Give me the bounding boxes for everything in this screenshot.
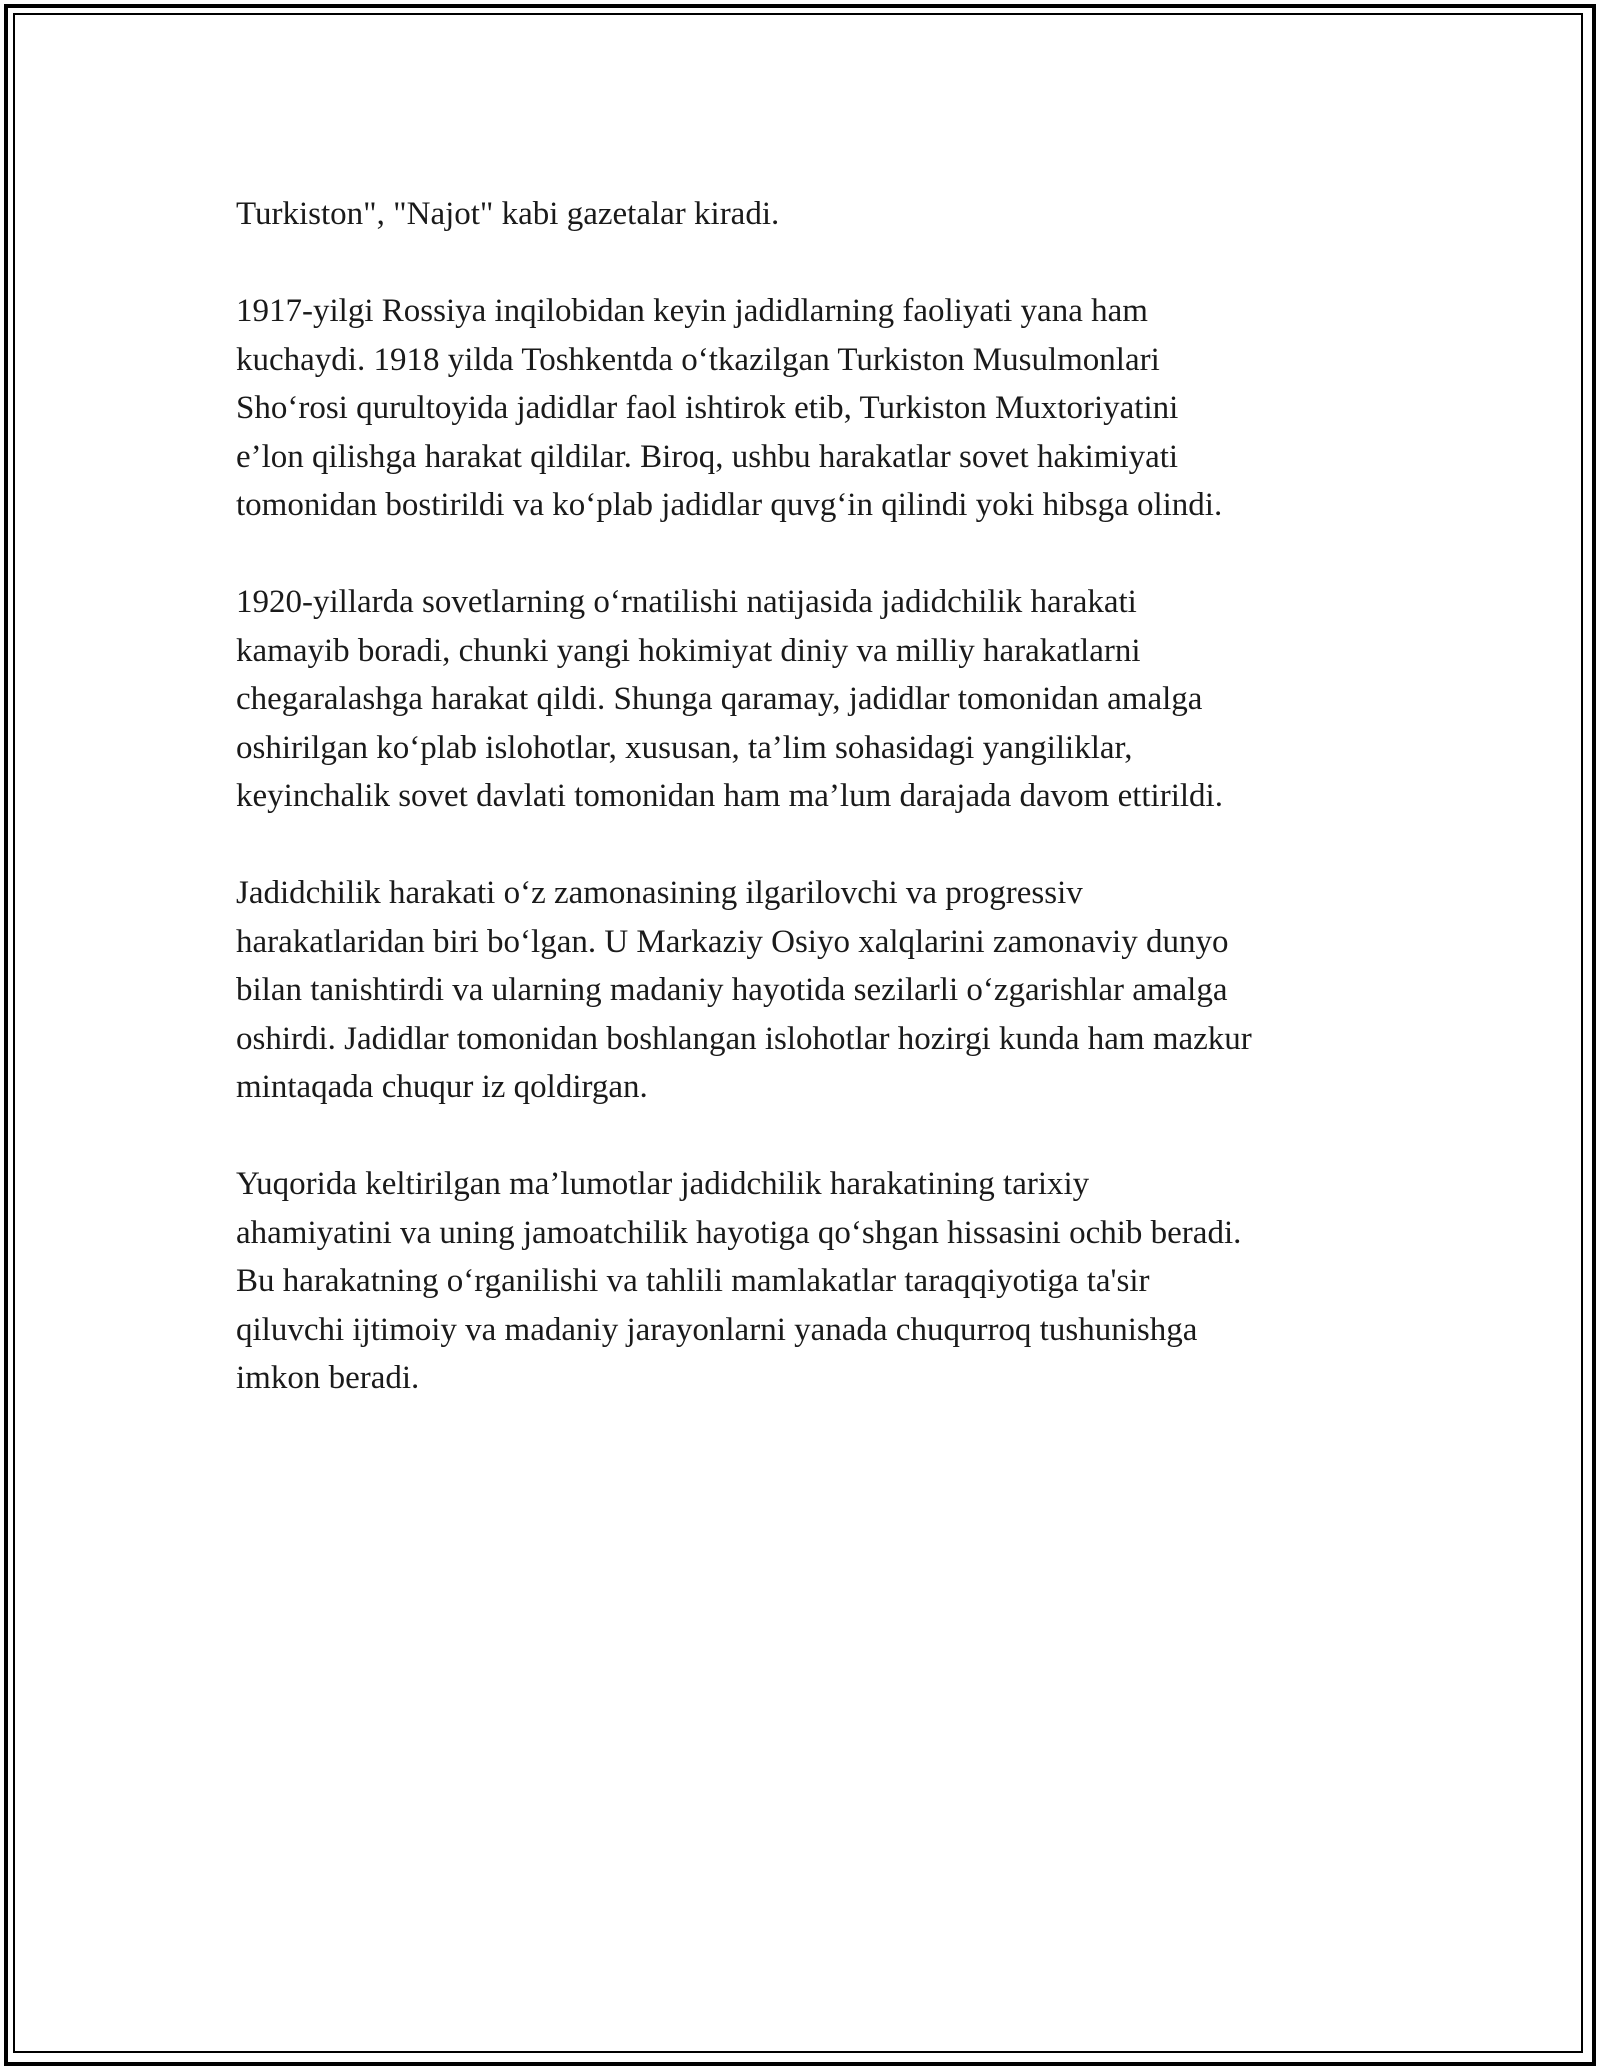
text-line: oshirilgan ko‘plab islohotlar, xususan, ta’lim sohasidagi yangiliklar, [236,729,1133,766]
text-line: tomonidan bostirildi va ko‘plab jadidlar quvg‘in qilindi yoki hibsga olindi. [236,487,1223,523]
text-line: ahamiyatini va uning jamoatchilik hayotiga qo‘shgan hissasini ochib beradi. [236,1214,1242,1251]
text-line: Yuqorida keltirilgan ma’lumotlar jadidchilik harakatining tarixiy [236,1166,1090,1202]
text-line: kamayib boradi, chunki yangi hokimiyat diniy va milliy harakatlarni [236,632,1141,669]
text-line: harakatlaridan biri bo‘lgan. U Markaziy Osiyo xalqlarini zamonaviy dunyo [236,923,1229,960]
paragraph-4 [236,869,1386,1112]
text-line: Jadidchilik harakati o‘z zamonasining ilgarilovchi va progressiv [236,875,1083,911]
text-line: oshirdi. Jadidlar tomonidan boshlangan islohotlar hozirgi kunda ham mazkur [236,1020,1252,1057]
paragraph-3 [236,578,1386,821]
text-line: Bu harakatning o‘rganilishi va tahlili mamlakatlar taraqqiyotiga ta'sir [236,1263,1150,1299]
text-line: bilan tanishtirdi va ularning madaniy hayotida sezilarli o‘zgarishlar amalga [236,972,1228,1008]
text-line: imkon beradi. [236,1360,420,1396]
text-line: Sho‘rosi qurultoyida jadidlar faol ishtirok etib, Turkiston Muxtoriyatini [236,390,1179,426]
text-line: qiluvchi ijtimoiy va madaniy jarayonlarni yanada chuqurroq tushunishga [236,1311,1198,1348]
text-line: keyinchalik sovet davlati tomonidan ham ma’lum darajada davom ettirildi. [236,778,1223,814]
paragraph-1 [236,190,1386,239]
text-line: Turkiston", "Najot" kabi gazetalar kiradi. [236,196,780,232]
text-line: 1920-yillarda sovetlarning o‘rnatilishi natijasida jadidchilik harakati [236,584,1137,620]
document-body [236,190,1386,1451]
paragraph-2 [236,287,1386,530]
text-line: 1917-yilgi Rossiya inqilobidan keyin jadidlarning faoliyati yana ham [236,293,1148,329]
text-line: chegaralashga harakat qildi. Shunga qaramay, jadidlar tomonidan amalga [236,681,1203,717]
paragraph-5 [236,1160,1386,1403]
text-line: e’lon qilishga harakat qildilar. Biroq, ushbu harakatlar sovet hakimiyati [236,438,1179,475]
text-line: mintaqada chuqur iz qoldirgan. [236,1069,648,1105]
text-line: kuchaydi. 1918 yilda Toshkentda o‘tkazilgan Turkiston Musulmonlari [236,341,1160,378]
